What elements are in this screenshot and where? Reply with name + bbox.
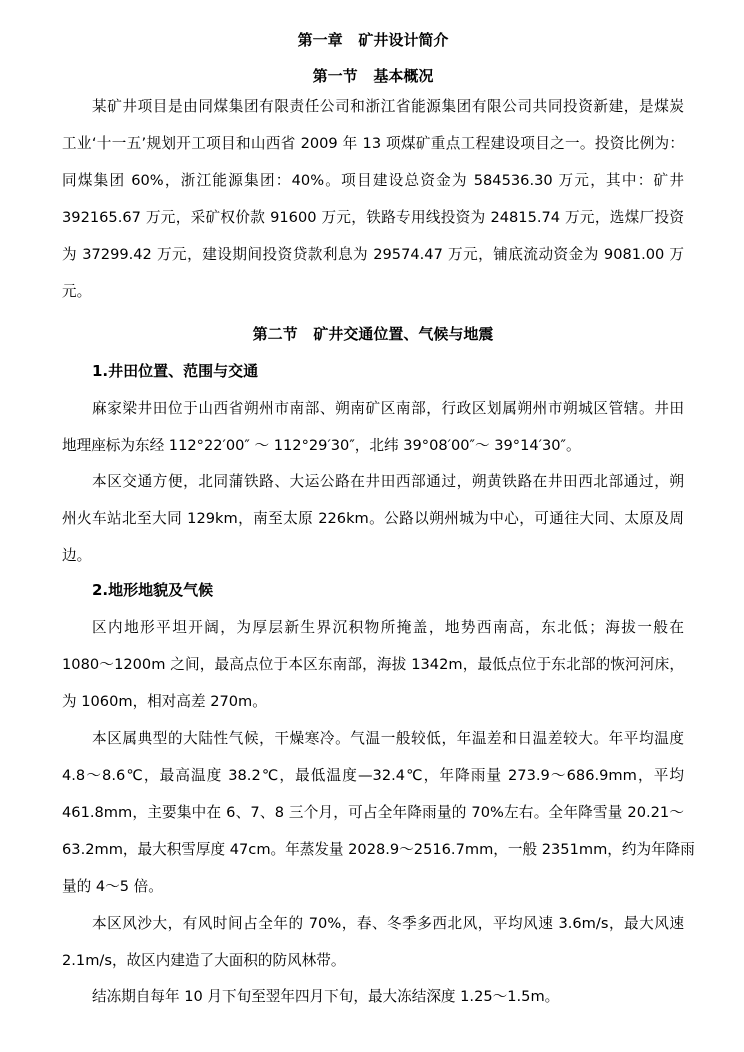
text-line: 工业‘十一五’规划开工项目和山西省 2009 年 13 项煤矿重点工程建设项目之一。投资比例为： [62,135,684,152]
section-title-location-climate: 第二节 矿井交通位置、气候与地震 [252,325,494,343]
text-line: 63.2mm，最大积雪厚度 47cm。年蒸发量 2028.9～2516.7mm，一般 2351mm，约为年降雨 [62,841,695,858]
paragraph-frost [62,978,684,1015]
text-line: 结冻期自每年 10 月下旬至翌年四月下旬，最大冻结深度 1.25～1.5m。 [92,988,560,1005]
text-line: 边。 [62,547,92,564]
text-line: 麻家梁井田位于山西省朔州市南部、朔南矿区南部，行政区划属朔州市朔城区管辖。井田 [92,400,684,417]
subsection-title-terrain-climate: 2.地形地貌及气候 [92,581,214,599]
paragraph-terrain [62,609,684,720]
text-line: 4.8～8.6℃，最高温度 38.2℃，最低温度—32.4℃，年降雨量 273.9～686.9mm，平均 [62,767,684,784]
text-line: 392165.67 万元，采矿权价款 91600 万元，铁路专用线投资为 24815.74 万元，选煤厂投资 [62,209,684,226]
text-line: 本区风沙大，有风时间占全年的 70%，春、冬季多西北风，平均风速 3.6m/s，最大风速 [92,915,684,932]
text-line: 本区交通方便，北同蒲铁路、大运公路在井田西部通过，朔黄铁路在井田西北部通过，朔 [92,473,684,490]
text-line: 1080～1200m 之间，最高点位于本区东南部，海拔 1342m，最低点位于东北部的恢河河床， [62,656,684,673]
paragraph-wind [62,905,684,979]
paragraph-field-location [62,390,684,464]
section-title-basic-overview: 第一节 基本概况 [312,67,434,85]
chapter-title: 第一章 矿井设计简介 [297,31,449,49]
text-line: 地理座标为东经 112°22′00″ ～ 112°29′30″，北纬 39°08′00″～ 39°14′30″。 [62,437,581,454]
text-line: 为 1060m，相对高差 270m。 [62,693,267,710]
text-line: 量的 4～5 倍。 [62,878,163,895]
text-line: 元。 [62,283,92,300]
text-line: 本区属典型的大陆性气候，干燥寒冷。气温一般较低，年温差和日温差较大。年平均温度 [92,730,684,747]
subsection-title-location: 1.井田位置、范围与交通 [92,362,259,380]
text-line: 461.8mm，主要集中在 6、7、8 三个月，可占全年降雨量的 70%左右。全年降雪量 20.21～ [62,804,684,821]
text-line: 某矿井项目是由同煤集团有限责任公司和浙江省能源集团有限公司共同投资新建，是煤炭 [92,98,684,115]
paragraph-transport [62,463,684,574]
paragraph-climate [62,720,695,905]
text-line: 区内地形平坦开阔，为厚层新生界沉积物所掩盖，地势西南高，东北低；海拔一般在 [92,619,684,636]
text-line: 为 37299.42 万元，建设期间投资贷款利息为 29574.47 万元，铺底流动资金为 9081.00 万 [62,246,684,263]
paragraph-project-overview [62,88,684,310]
text-line: 2.1m/s，故区内建造了大面积的防风林带。 [62,952,346,969]
text-line: 州火车站北至大同 129km，南至太原 226km。公路以朔州城为中心，可通往大同、太原及周 [62,510,684,527]
text-line: 同煤集团 60%，浙江能源集团：40%。项目建设总资金为 584536.30 万元，其中：矿井 [62,172,684,189]
